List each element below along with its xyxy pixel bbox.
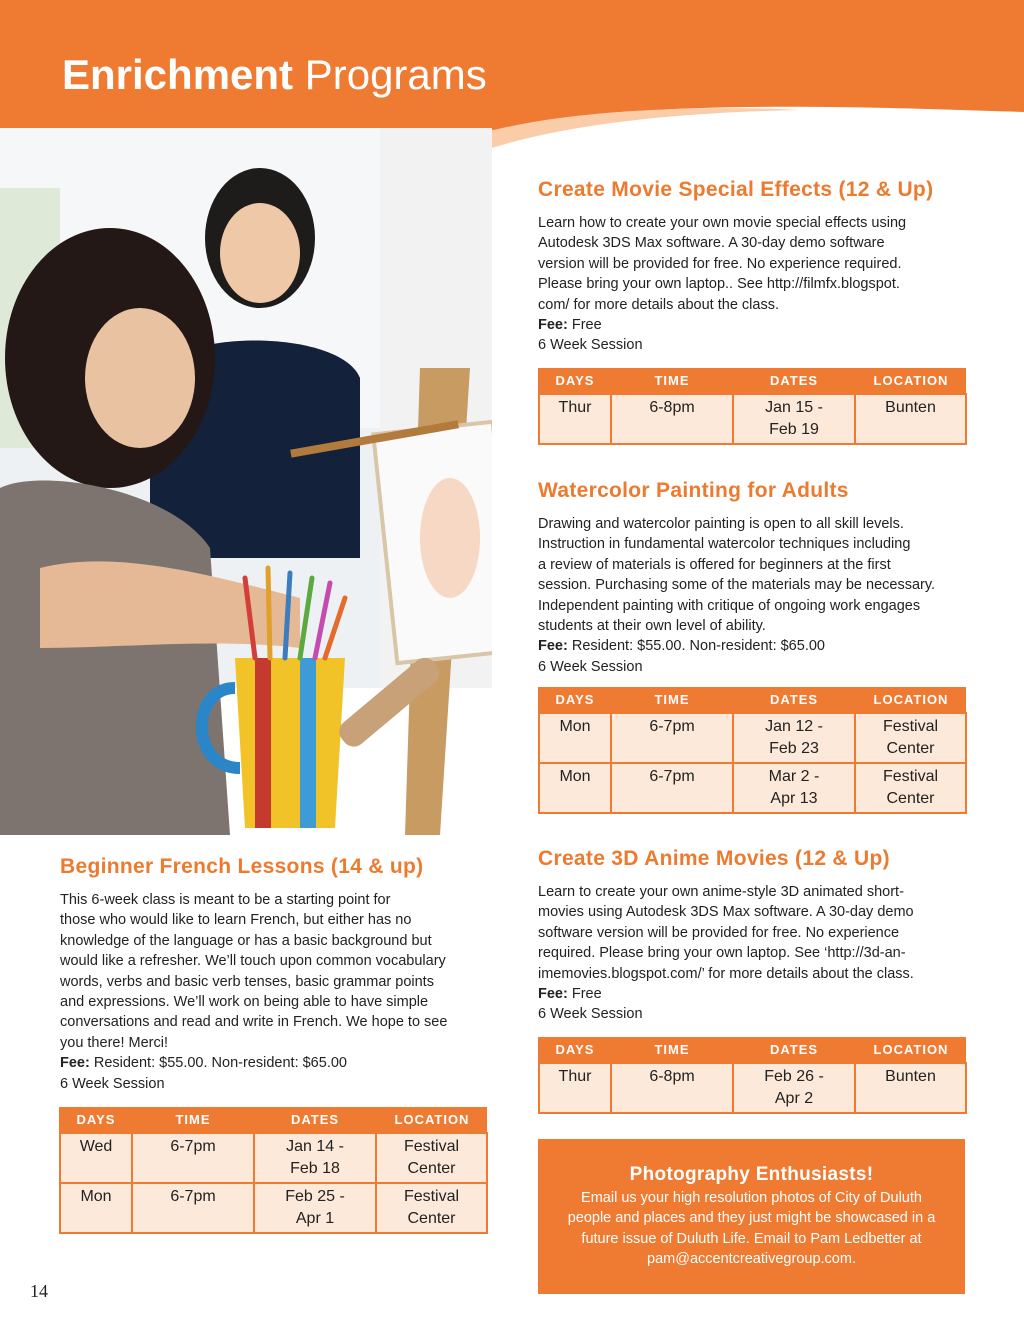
- dates-end: Apr 2: [774, 1090, 814, 1107]
- cell-day: Mon: [539, 763, 611, 813]
- description-line: Independent painting with critique of ongoing work engages: [538, 597, 921, 614]
- section-title: Create Movie Special Effects (12 & Up): [538, 178, 934, 201]
- painting-class-illustration: [0, 128, 492, 835]
- description-line: Drawing and watercolor painting is open to all skill levels.: [538, 516, 904, 532]
- session-length: 6 Week Session: [60, 1075, 165, 1092]
- cell-time: 6-8pm: [611, 1063, 733, 1113]
- table-header-row: [539, 1037, 966, 1063]
- description-line: This 6-week class is meant to be a starting point for: [60, 892, 391, 908]
- fee-value: Resident: $55.00. Non-resident: $65.00: [93, 1055, 347, 1072]
- table-row: [60, 1133, 487, 1183]
- description-line: would like a refresher. We’ll touch upon common vocabulary: [60, 953, 446, 970]
- page-title-bold: Enrichment: [62, 51, 294, 98]
- section-anime-movies: [538, 846, 978, 1025]
- fee-label: Fee:: [538, 638, 568, 655]
- column-header-days: DAYS: [539, 368, 611, 394]
- cell-day: Thur: [539, 1063, 611, 1113]
- table-row: [60, 1183, 487, 1233]
- dates-end: Feb 23: [769, 740, 819, 757]
- section-title: Watercolor Painting for Adults: [538, 479, 849, 502]
- cell-day: Thur: [539, 394, 611, 444]
- cell-time: 6-7pm: [132, 1183, 254, 1233]
- cell-location: [855, 394, 966, 444]
- table-row: [539, 713, 966, 763]
- dates-start: Feb 26 -: [764, 1068, 824, 1085]
- dates-start: Mar 2 -: [768, 768, 820, 785]
- section-title: Beginner French Lessons (14 & up): [60, 855, 424, 878]
- fee-line: [538, 636, 978, 656]
- section-description: [538, 213, 978, 356]
- description-line: software version will be provided for free. No experience: [538, 924, 900, 941]
- callout-title: Photography Enthusiasts!: [629, 1164, 874, 1185]
- location-line-2: Center: [407, 1210, 456, 1227]
- section-french-lessons: [60, 854, 500, 1094]
- table-row: [539, 1063, 966, 1113]
- cell-dates: [733, 713, 855, 763]
- schedule-table-french-lessons: [59, 1107, 488, 1234]
- column-header-dates: DATES: [733, 1037, 855, 1063]
- session-length: 6 Week Session: [538, 337, 643, 354]
- fee-line: [538, 315, 978, 335]
- cell-location: [376, 1183, 487, 1233]
- section-movie-effects: [538, 177, 978, 356]
- callout-line: future issue of Duluth Life. Email to Pam Ledbetter at: [581, 1230, 922, 1247]
- column-header-dates: DATES: [733, 687, 855, 713]
- fee-line: [60, 1053, 500, 1073]
- cell-day: Mon: [539, 713, 611, 763]
- location-line-1: Festival: [882, 718, 939, 735]
- section-description: [538, 514, 978, 677]
- cell-day: Wed: [60, 1133, 132, 1183]
- location-line-2: Center: [886, 740, 935, 757]
- callout-body: [538, 1188, 965, 1270]
- description-line: imemovies.blogspot.com/’ for more details about the class.: [538, 965, 914, 982]
- cell-time: 6-8pm: [611, 394, 733, 444]
- description-line: Learn how to create your own movie special effects using: [538, 215, 907, 231]
- cell-location: [855, 713, 966, 763]
- column-header-location: LOCATION: [855, 368, 966, 394]
- cell-location: [855, 1063, 966, 1113]
- column-header-dates: DATES: [254, 1107, 376, 1133]
- section-title: Create 3D Anime Movies (12 & Up): [538, 847, 890, 870]
- column-header-time: TIME: [611, 1037, 733, 1063]
- column-header-location: LOCATION: [855, 1037, 966, 1063]
- location-line-1: Bunten: [885, 1068, 936, 1085]
- description-line: Autodesk 3DS Max software. A 30-day demo software: [538, 235, 885, 252]
- column-header-dates: DATES: [733, 368, 855, 394]
- column-header-days: DAYS: [539, 687, 611, 713]
- cell-location: [855, 763, 966, 813]
- page-title: [62, 50, 487, 100]
- table-header-row: [539, 687, 966, 713]
- cell-dates: [733, 394, 855, 444]
- fee-label: Fee:: [538, 986, 568, 1003]
- dates-end: Feb 19: [769, 421, 819, 438]
- photography-callout-box: [538, 1139, 965, 1294]
- section-description: [538, 882, 978, 1025]
- callout-line: Email us your high resolution photos of City of Duluth: [581, 1190, 922, 1206]
- session-length: 6 Week Session: [538, 658, 643, 675]
- section-description: [60, 890, 500, 1094]
- callout-email-link[interactable]: pam@accentcreativegroup.com.: [647, 1251, 856, 1268]
- table-header-row: [539, 368, 966, 394]
- schedule-table-movie-effects: [538, 368, 967, 445]
- column-header-time: TIME: [132, 1107, 254, 1133]
- dates-start: Jan 15 -: [765, 399, 823, 416]
- cell-dates: [733, 1063, 855, 1113]
- fee-value: Free: [571, 986, 602, 1003]
- section-watercolor: [538, 478, 978, 677]
- location-line-2: Center: [407, 1160, 456, 1177]
- column-header-time: TIME: [611, 368, 733, 394]
- location-line-2: Center: [886, 790, 935, 807]
- description-line: Please bring your own laptop.. See http://filmfx.blogspot.: [538, 276, 900, 293]
- description-line: com/ for more details about the class.: [538, 296, 779, 313]
- dates-end: Feb 18: [290, 1160, 340, 1177]
- cell-time: 6-7pm: [132, 1133, 254, 1183]
- description-line: required. Please bring your own laptop. See ‘http://3d-an-: [538, 945, 906, 962]
- description-line: a review of materials is offered for beginners at the first: [538, 556, 891, 573]
- dates-end: Apr 1: [295, 1210, 335, 1227]
- column-header-location: LOCATION: [376, 1107, 487, 1133]
- table-row: [539, 763, 966, 813]
- description-line: you there! Merci!: [60, 1034, 168, 1051]
- description-line: conversations and read and write in French. We hope to see: [60, 1014, 448, 1031]
- cell-day: Mon: [60, 1183, 132, 1233]
- dates-start: Feb 25 -: [285, 1188, 345, 1205]
- cell-time: 6-7pm: [611, 763, 733, 813]
- column-header-days: DAYS: [60, 1107, 132, 1133]
- cell-dates: [254, 1183, 376, 1233]
- column-header-location: LOCATION: [855, 687, 966, 713]
- table-header-row: [60, 1107, 487, 1133]
- column-header-days: DAYS: [539, 1037, 611, 1063]
- description-line: session. Purchasing some of the materials may be necessary.: [538, 577, 936, 594]
- fee-line: [538, 984, 978, 1004]
- fee-label: Fee:: [538, 317, 568, 334]
- cell-dates: [733, 763, 855, 813]
- cell-time: 6-7pm: [611, 713, 733, 763]
- fee-value: Resident: $55.00. Non-resident: $65.00: [571, 638, 825, 655]
- session-length: 6 Week Session: [538, 1006, 643, 1023]
- callout-line: people and places and they just might be showcased in a: [567, 1210, 936, 1227]
- dates-start: Jan 12 -: [765, 718, 823, 735]
- description-line: those who would like to learn French, but either has no: [60, 912, 412, 929]
- fee-label: Fee:: [60, 1055, 90, 1072]
- page-number: 14: [30, 1281, 48, 1301]
- class-photo: [0, 128, 492, 835]
- schedule-table-anime-movies: [538, 1037, 967, 1114]
- description-line: Instruction in fundamental watercolor techniques including: [538, 536, 911, 553]
- page-title-light: Programs: [304, 51, 487, 98]
- description-line: students at their own level of ability.: [538, 618, 766, 635]
- description-line: and expressions. We’ll work on being able to have simple: [60, 994, 429, 1011]
- location-line-1: Festival: [403, 1188, 460, 1205]
- column-header-time: TIME: [611, 687, 733, 713]
- description-line: knowledge of the language or has a basic background but: [60, 932, 432, 949]
- location-line-1: Bunten: [885, 399, 936, 416]
- schedule-table-watercolor: [538, 687, 967, 814]
- location-line-1: Festival: [403, 1138, 460, 1155]
- fee-value: Free: [571, 317, 602, 334]
- description-line: words, verbs and basic verb tenses, basic grammar points: [60, 973, 434, 990]
- cell-location: [376, 1133, 487, 1183]
- dates-start: Jan 14 -: [286, 1138, 344, 1155]
- table-row: [539, 394, 966, 444]
- description-line: version will be provided for free. No experience required.: [538, 255, 902, 272]
- dates-end: Apr 13: [770, 790, 818, 807]
- location-line-1: Festival: [882, 768, 939, 785]
- description-line: Learn to create your own anime-style 3D animated short-: [538, 884, 904, 900]
- description-line: movies using Autodesk 3DS Max software. A 30-day demo: [538, 904, 914, 921]
- cell-dates: [254, 1133, 376, 1183]
